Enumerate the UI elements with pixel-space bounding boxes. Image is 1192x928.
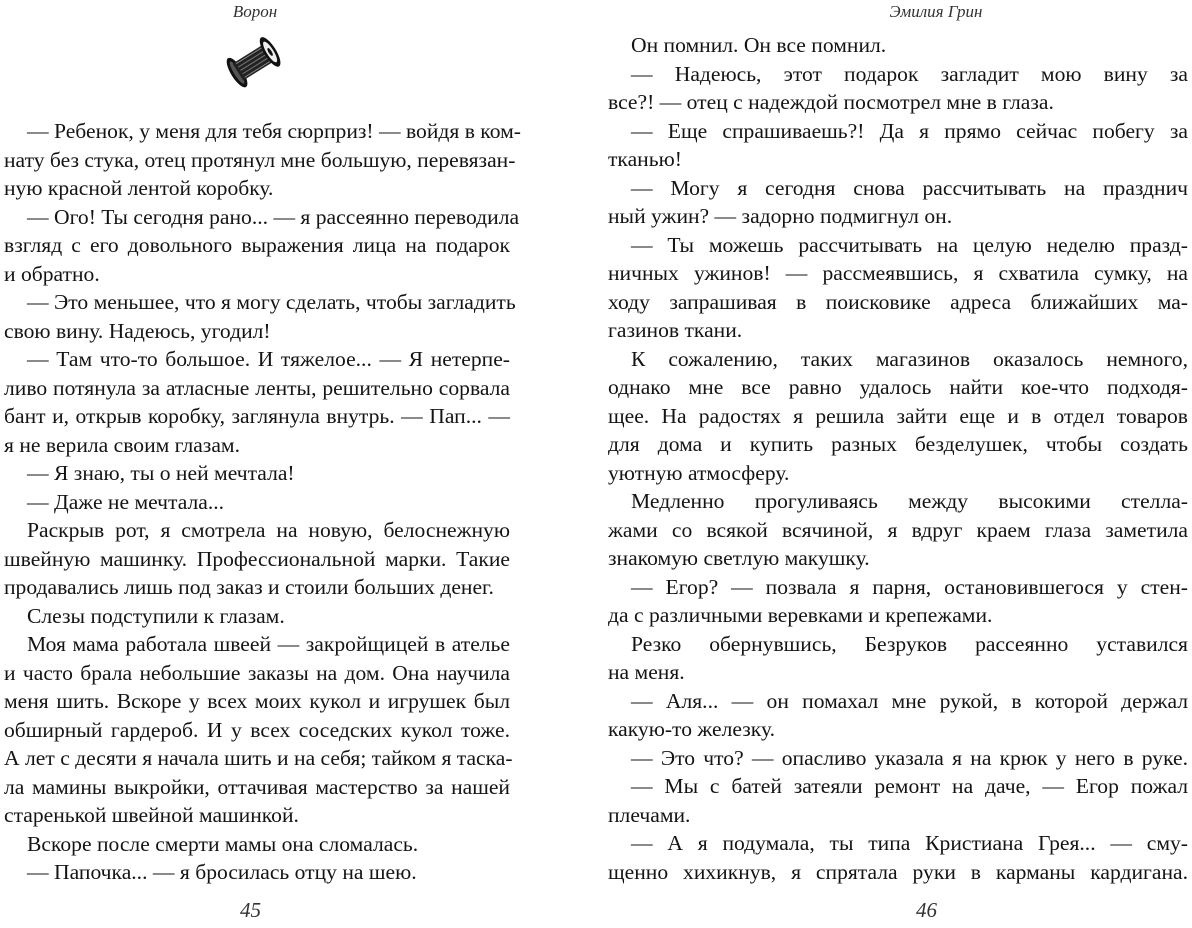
text-line: газинов ткани. <box>608 318 743 342</box>
text-line: ливо потянула за атласные ленты, решительно сорвала <box>4 375 510 400</box>
text-line: А лет с десяти я начала шить и на себя; тайком я таска- <box>4 746 513 770</box>
text-line: щее. На радостях я решила зайти еще и в отдел товаров <box>608 403 1188 428</box>
text-line: — Ого! Ты сегодня рано... — я рассеянно переводила <box>27 204 520 229</box>
page-number-left: 45 <box>240 898 261 922</box>
text-line: — Папочка... — я бросилась отцу на шею. <box>27 860 417 884</box>
text-line: да с различными веревками и крепежами. <box>608 603 993 627</box>
text-line: меня шить. Вскоре у всех моих кукол и игрушек был <box>4 689 510 713</box>
text-line: щенно хихикнув, я спрятала руки в карманы кардигана. <box>608 859 1188 884</box>
text-line: для дома и купить разных безделушек, чтобы создать <box>608 432 1188 456</box>
text-line: однако мне все равно удалось найти кое-что подходя- <box>608 375 1188 399</box>
page-number-right: 46 <box>916 898 937 922</box>
text-line: Медленно прогуливаясь между высокими стелла- <box>631 489 1188 513</box>
text-line: плечами. <box>608 802 691 827</box>
text-line: — Это меньшее, что я могу сделать, чтобы загладить <box>27 290 516 314</box>
sewing-thread-spool-icon <box>218 30 290 94</box>
text-line: — Егор? — позвала я парня, остановившегося у стен- <box>631 574 1188 599</box>
text-line: тканью! <box>608 147 682 171</box>
text-line: обширный гардероб. И у всех соседских кукол тоже. <box>4 717 510 742</box>
text-line: — Мы с батей затеяли ремонт на даче, — Егор пожал <box>631 774 1188 798</box>
text-line: взгляд с его довольного выражения лица на подарок <box>4 233 510 257</box>
text-line: — Это что? — опасливо указала я на крюк у него в руке. <box>631 745 1188 770</box>
right-page-text <box>608 31 1188 886</box>
text-line: и обратно. <box>4 261 100 286</box>
text-line: Моя мама работала швеей — закройщицей в ателье <box>27 632 510 656</box>
text-line: Он помнил. Он все помнил. <box>631 33 887 57</box>
text-line: — Там что-то большое. И тяжелое... — Я нетерпе- <box>27 347 510 371</box>
text-line: какую-то железку. <box>608 717 775 741</box>
text-line: — Я знаю, ты о ней мечтала! <box>27 461 295 485</box>
left-page-text <box>4 117 521 887</box>
text-line: — Аля... — он помахал мне рукой, в которой держал <box>631 688 1188 713</box>
text-line: свою вину. Надеюсь, угодил! <box>4 318 271 343</box>
running-head-right: Эмилия Грин <box>889 2 983 21</box>
right-page <box>600 0 1192 928</box>
text-line: нату без стука, отец протянул мне большую, перевязан- <box>4 147 516 172</box>
text-line: бант и, открыв коробку, заглянула внутрь. — Пап... — <box>4 404 510 428</box>
text-line: на меня. <box>608 660 685 684</box>
text-line: — Ребенок, у меня для тебя сюрприз! — войдя в ком- <box>27 119 521 143</box>
left-page <box>0 0 590 928</box>
text-line: продавались лишь под заказ и стоили больших денег. <box>4 575 494 599</box>
text-line: ничных ужинов! — рассмеявшись, я схватила сумку, на <box>608 261 1188 285</box>
text-line: я не верила своим глазам. <box>4 432 240 457</box>
text-line: Раскрыв рот, я смотрела на новую, белоснежную <box>27 518 510 542</box>
text-line: — А я подумала, ты типа Кристиана Грея... — сму- <box>631 831 1188 855</box>
text-line: — Надеюсь, этот подарок загладит мою вину за <box>631 61 1188 86</box>
text-line: — Могу я сегодня снова рассчитывать на празднич <box>631 175 1188 200</box>
text-line: уютную атмосферу. <box>608 460 790 485</box>
text-line: Слезы подступили к глазам. <box>27 603 285 628</box>
text-line: ходу запрашивая в поисковике адреса ближайших ма- <box>608 289 1188 314</box>
text-line: знакомую светлую макушку. <box>608 546 870 570</box>
text-line: ный ужин? — задорно подмигнул он. <box>608 204 953 228</box>
text-line: ла мамины выкройки, оттачивая мастерство за нашей <box>4 774 510 799</box>
running-head-left: Ворон <box>232 2 278 21</box>
text-line: — Даже не мечтала... <box>27 489 225 514</box>
text-line: Резко обернувшись, Безруков рассеянно уставился <box>631 631 1188 656</box>
text-line: Вскоре после смерти мамы она сломалась. <box>27 831 419 856</box>
text-line: — Еще спрашиваешь?! Да я прямо сейчас побегу за <box>631 118 1188 143</box>
text-line: жами со всякой всячиной, я вдруг краем глаза заметила <box>608 517 1188 542</box>
text-line: швейную машинку. Профессиональной марки. Такие <box>4 546 510 571</box>
text-line: ную красной лентой коробку. <box>4 176 274 200</box>
text-line: все?! — отец с надеждой посмотрел мне в глаза. <box>608 90 1054 114</box>
text-line: старенькой швейной машинкой. <box>4 803 299 827</box>
text-line: и часто брала небольшие заказы на дом. Она научила <box>4 660 510 685</box>
text-line: — Ты можешь рассчитывать на целую неделю празд- <box>631 232 1188 257</box>
text-line: К сожалению, таких магазинов оказалось немного, <box>631 346 1188 371</box>
